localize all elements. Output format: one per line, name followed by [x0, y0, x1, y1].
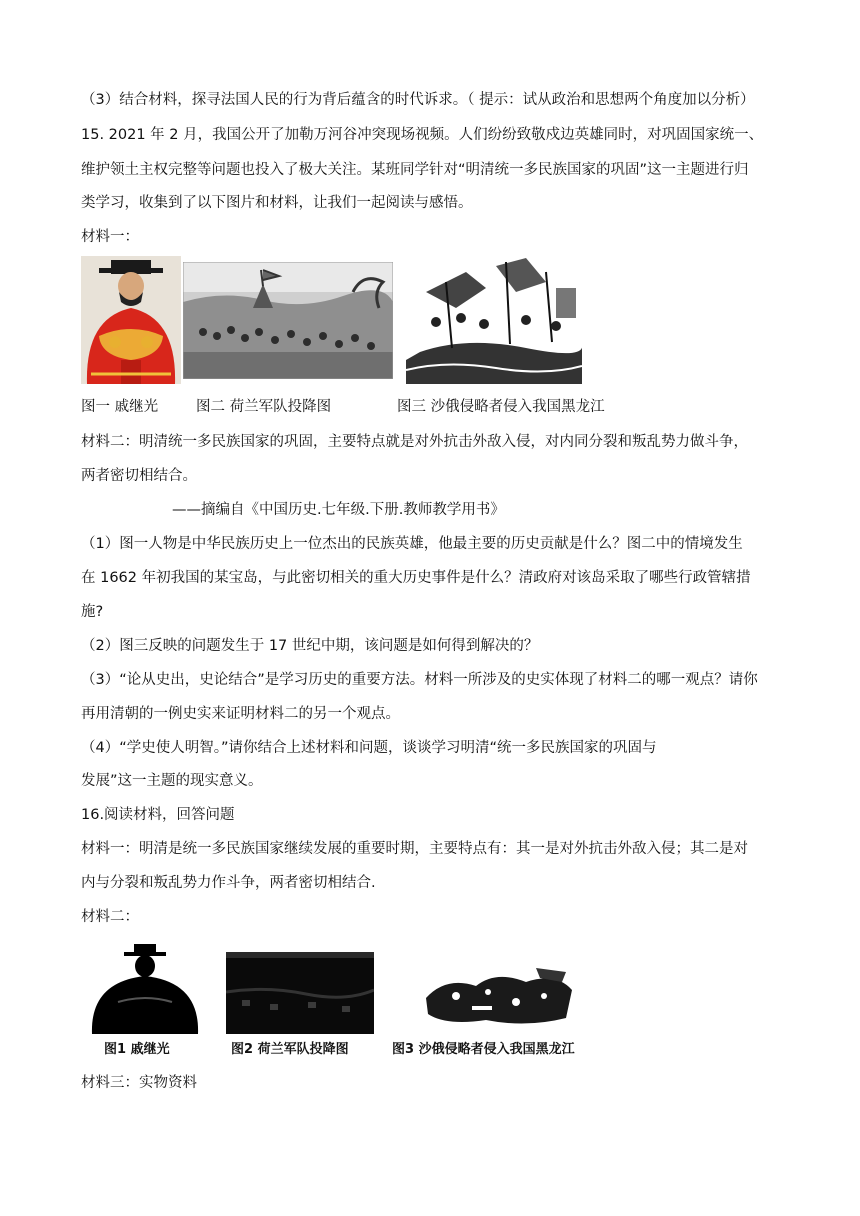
- figure2-dutch-surrender-dark: [226, 952, 374, 1034]
- figure3-caption: 图三 沙俄侵略者侵入我国黑龙江: [397, 399, 605, 415]
- question-15-1-line2: 在 1662 年初我国的某宝岛，与此密切相关的重大历史事件是什么？清政府对该岛采取了哪些行政管辖措: [81, 570, 751, 586]
- question-15-3-line1: （3）“论从史出，史论结合”是学习历史的重要方法。材料一所涉及的史实体现了材料二的哪一观点？请你: [81, 672, 758, 688]
- question-15-2: （2）图三反映的问题发生于 17 世纪中期，该问题是如何得到解决的？: [81, 638, 539, 654]
- figure2-caption: 图二 荷兰军队投降图: [196, 399, 332, 415]
- scan-figure2-caption: 图2 荷兰军队投降图: [231, 1042, 349, 1057]
- question-15-1-line1: （1）图一人物是中华民族历史上一位杰出的民族英雄，他最主要的历史贡献是什么？图二中的情境发生: [81, 536, 743, 552]
- material-2-line2: 两者密切相结合。: [81, 468, 197, 484]
- question-15-intro-line1: 15. 2021 年 2 月，我国公开了加勒万河谷冲突现场视频。人们纷纷致敬戍边英雄同时，对巩固国家统一、: [81, 127, 764, 143]
- question-15-4-line2: 发展”这一主题的现实意义。: [81, 773, 263, 789]
- q16-material-2-heading: 材料二：: [81, 909, 139, 925]
- q16-material-1-line2: 内与分裂和叛乱势力作斗争，两者密切相结合.: [81, 875, 376, 891]
- question-15-3-line2: 再用清朝的一例史实来证明材料二的另一个观点。: [81, 706, 400, 722]
- question-15-intro-line3: 类学习，收集到了以下图片和材料，让我们一起阅读与感悟。: [81, 195, 473, 211]
- figure2-qi-jiguang-silhouette: [88, 942, 203, 1037]
- source-citation: ——摘编自《中国历史.七年级.下册.教师教学用书》: [172, 502, 505, 518]
- scan-figure3-caption: 图3 沙俄侵略者侵入我国黑龙江: [392, 1042, 575, 1057]
- question-15-1-line3: 施?: [81, 604, 104, 620]
- question-14-3: （3）结合材料，探寻法国人民的行为背后蕴含的时代诉求。（ 提示：试从政治和思想两个角度加以分析）: [81, 92, 755, 108]
- figure-qi-jiguang-portrait: [81, 256, 181, 384]
- figure2-russian-invasion-sketch: [416, 962, 576, 1034]
- question-15-intro-line2: 维护领土主权完整等问题也投入了极大关注。某班同学针对“明清统一多民族国家的巩固”这一主题进行归: [81, 162, 749, 178]
- figure1-caption: 图一 戚继光: [81, 399, 159, 415]
- question-15-4-line1: （4）“学史使人明智。”请你结合上述材料和问题，谈谈学习明清“统一多民族国家的巩固与: [81, 740, 657, 756]
- figure-dutch-surrender-engraving: [183, 262, 393, 379]
- question-16-heading: 16.阅读材料，回答问题: [81, 807, 235, 823]
- material-2-line1: 材料二：明清统一多民族国家的巩固，主要特点就是对外抗击外敌入侵，对内同分裂和叛乱势力做斗争，: [81, 434, 748, 450]
- q16-material-1-line1: 材料一：明清是统一多民族国家继续发展的重要时期，主要特点有：其一是对外抗击外敌入侵；其二是对: [81, 841, 748, 857]
- scan-figure1-caption: 图1 戚继光: [104, 1042, 170, 1057]
- q16-material-3-heading: 材料三：实物资料: [81, 1075, 197, 1091]
- material-1-heading: 材料一：: [81, 229, 139, 245]
- figure-russian-invasion-heilongjiang: [406, 252, 582, 384]
